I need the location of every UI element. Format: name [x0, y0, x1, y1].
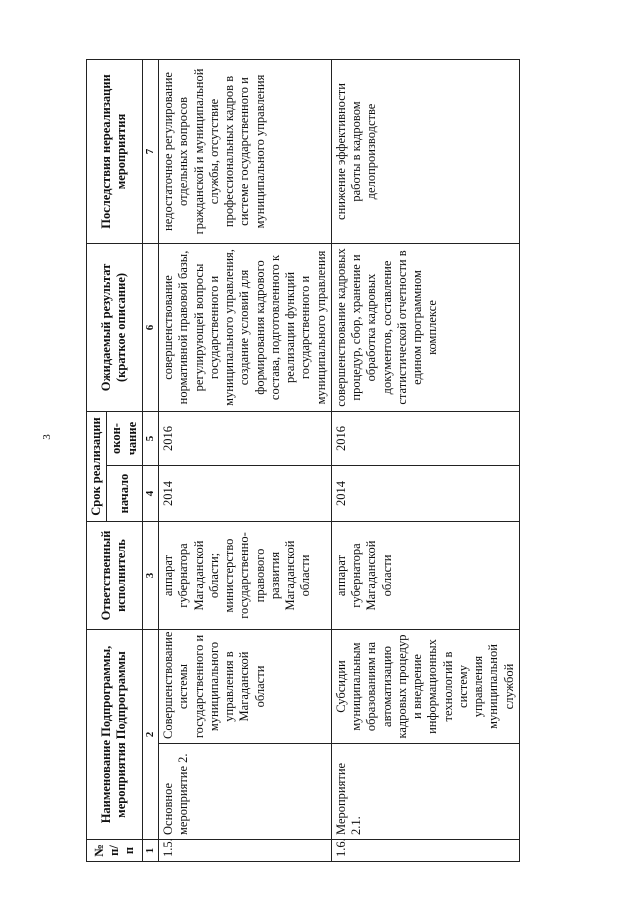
row-number: 1.5. [159, 840, 332, 862]
measure-start: 2014 [331, 466, 519, 522]
table-row [331, 59, 519, 861]
page-number: 3 [41, 434, 53, 440]
measure-result: совершенствование кадровых процедур, сбор, хранение и обработка кадровых документов, составление статистической отчетности в едином программном комплексе [331, 243, 519, 411]
column-number: 5 [142, 411, 158, 465]
measures-table-wrapper [86, 60, 542, 862]
measure-executor: аппарат губернатора Магаданской области; министерство государственно-правового развития Магаданской области [159, 522, 332, 630]
header-period: Срок реализации [87, 411, 107, 521]
measures-table [86, 59, 520, 862]
measure-end: 2016 [159, 411, 332, 465]
measure-consequences: недостаточное регулирование отдельных вопросов гражданской и муниципальной службы, отсутствие профессиональных кадров в системе государственного и муниципального управления [159, 59, 332, 243]
measure-type: Основное мероприятие 2. [159, 744, 332, 840]
column-number: 2 [142, 630, 158, 840]
measure-name: Субсидии муниципальным образованиям на автоматизацию кадровых процедур и внедрение информационных технологий в систему управления муниципальной службой [331, 630, 519, 744]
measure-end: 2016 [331, 411, 519, 465]
column-number: 4 [142, 466, 158, 522]
header-number: № п/п [87, 840, 143, 862]
measure-start: 2014 [159, 466, 332, 522]
header-end: окон-чание [107, 411, 143, 465]
measure-type: Мероприятие 2.1. [331, 744, 519, 840]
header-result: Ожидаемый результат (краткое описание) [87, 243, 143, 411]
column-number: 7 [142, 59, 158, 243]
header-row [87, 59, 107, 861]
table-row [159, 59, 332, 861]
measure-consequences: снижение эффективности работы в кадровом делопроизводстве [331, 59, 519, 243]
column-number: 3 [142, 522, 158, 630]
row-number: 1.6. [331, 840, 519, 862]
header-executor: Ответственный исполнитель [87, 522, 143, 630]
measure-name: Совершенствование системы государственного и муниципального управления в Магаданской области [159, 630, 332, 744]
column-number-row [142, 59, 158, 861]
measure-result: совершенствование нормативной правовой базы, регулирующей вопросы государственного и муниципального управления, создание условий для формирования кадрового состава, подготовленного к реализации функций государственного и муниципального управления [159, 243, 332, 411]
column-number: 6 [142, 243, 158, 411]
column-number: 1 [142, 840, 158, 862]
header-start: начало [107, 466, 143, 522]
header-name: Наименование Подпрограммы, мероприятия Подпрограммы [87, 630, 143, 840]
measure-executor: аппарат губернатора Магаданской области [331, 522, 519, 630]
header-consequences: Последствия нереализации мероприятия [87, 59, 143, 243]
